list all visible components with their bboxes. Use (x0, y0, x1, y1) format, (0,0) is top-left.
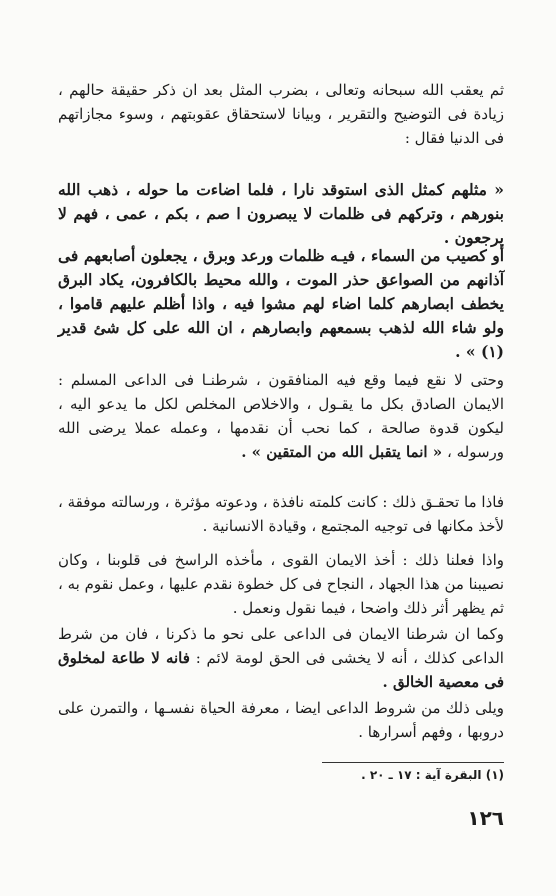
paragraph-effect: فاذا ما تحقـق ذلك : كانت كلمته نافذة ، ودعوته مؤثرة ، ورسالته موفقة ، لأخذ مكانها فى توجيه المجتمع ، وقيادة الانسانية . (58, 493, 504, 535)
paragraph-courage-text: وكما ان شرطنا الايمان فى الداعى على نحو ما ذكرنا ، فان من شرط الداعى كذلك ، أنه لا يخشى فى الحق لومة لائم : (58, 625, 504, 667)
quran-verse-first: « مثلهم كمثل الذى استوقد نارا ، فلما اضاءت ما حوله ، ذهب الله بنورهم ، وتركهم فى ظلمات لا يبصرون ا صم ، بكم ، عمى ، فهم لا يرجعون . (58, 180, 504, 247)
paragraph-conditions-text: وحتى لا نقع فيما وقع فيه المنافقون ، شرطنـا فى الداعى المسلم : الايمان الصادق بكل ما يقـول ، والاخلاص المخلص لكل ما يدعو اليه ، ليكون قدوة صالحة ، كما نحب أن نقدمها ، وعمله عملا يرضى الله ورسوله ، (58, 371, 504, 461)
paragraph-courage (58, 622, 504, 694)
quran-verse-second: أو كصيب من السماء ، فيـه ظلمات ورعد وبرق ، يجعلون أصابعهم فى آذانهم من الصواعق حذر الموت ، والله محيط بالكافرون، يكاد البرق يخطف ابصارهم كلما اضاء لهم مشوا فيه ، واذا أظلم عليهم قاموا ، ولو شاء الله لذهب بسمعهم وابصارهم ، ان الله على كل شئ قدير (١) » . (58, 246, 504, 361)
paragraph-conditions (58, 368, 504, 464)
page-number: ١٢٦ (467, 806, 504, 830)
paragraph-faith-end: فيما نقول ونعمل . (232, 599, 346, 617)
quran-quote-muttaqin: « انما يتقبل الله من المتقين » . (241, 443, 443, 461)
hadith-quote: فانه لا طاعة لمخلوق فى معصية الخالق . (58, 649, 504, 691)
footnote-divider (322, 762, 504, 763)
paragraph-intro: ثم يعقب الله سبحانه وتعالى ، بضرب المثل بعد ان ذكر حقيقة حالهم ، زيادة فى التوضيح والتقرير ، وبيانا لاستحقاق عقوبتهم ، وسوء مجازاتهم فى الدنيا فقال : (58, 81, 504, 147)
footnote: (١) البقرة آية : ١٧ ـ ٢٠ . (361, 768, 504, 782)
paragraph-faith-text: وكان نصيبنا من هذا الجهاد ، النجاح فى كل خطوة نقدم عليها ، وعمل نقوم به ، ثم يظهر أثر ذلك واضحا ، (57, 551, 504, 617)
paragraph-knowledge: ويلى ذلك من شروط الداعى ايضا ، معرفة الحياة نفسـها ، والتمرن على دروبها ، وفهم أسرارها . (58, 699, 504, 741)
paragraph-faith-intro: واذا فعلنا ذلك : أخذ الايمان القوى ، مأخذه الراسخ فى قلوبنا ، (95, 551, 504, 569)
paragraph-faith (58, 548, 504, 620)
